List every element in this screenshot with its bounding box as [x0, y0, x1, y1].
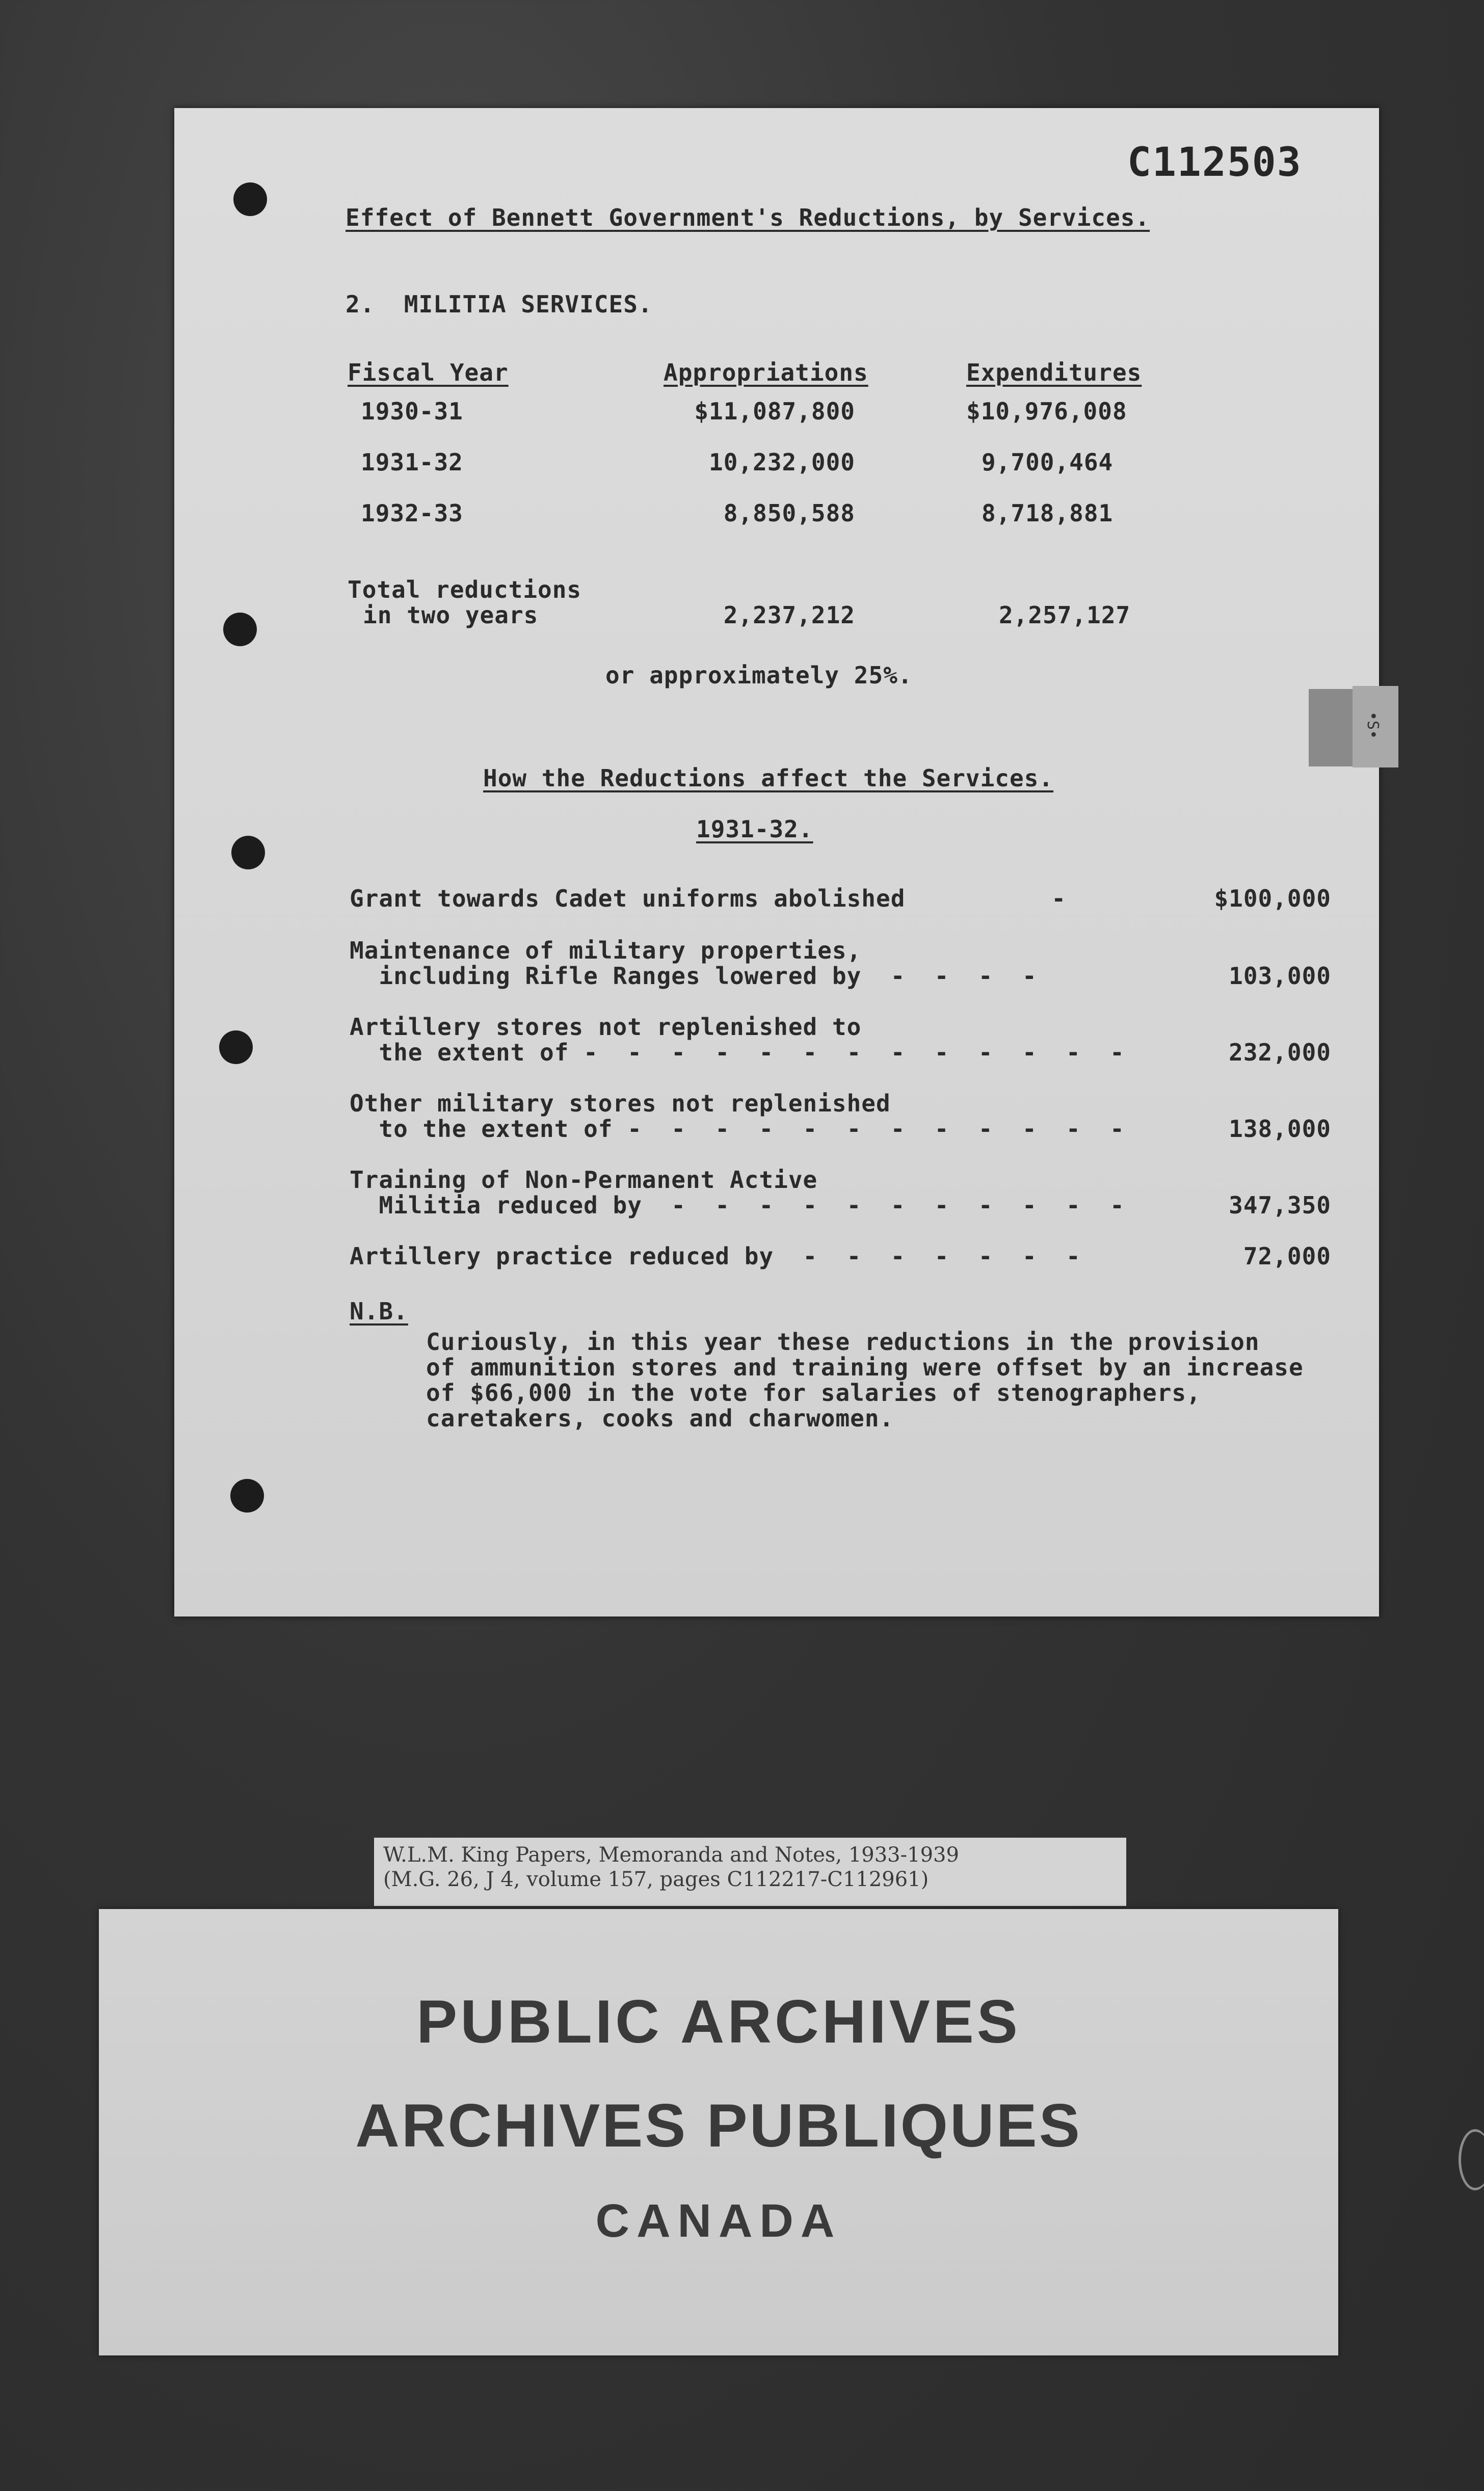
section-heading: 2. MILITIA SERVICES.	[346, 290, 653, 318]
total-label: Total reductions	[348, 576, 582, 603]
nb-text-line: of ammunition stores and training were offset by an increase	[426, 1354, 1304, 1381]
nb-label: N.B.	[350, 1297, 408, 1325]
item-line: Maintenance of military properties,	[350, 937, 862, 964]
punch-hole	[231, 836, 265, 869]
item-line: Artillery practice reduced by - - - - - - -	[350, 1242, 1081, 1270]
item-line: the extent of - - - - - - - - - - - - -	[350, 1039, 1125, 1066]
item-line: Grant towards Cadet uniforms abolished -	[350, 885, 1067, 912]
document-number-stamp: C112503	[1127, 140, 1302, 186]
total-label: in two years	[363, 601, 539, 629]
punch-hole	[223, 613, 257, 646]
header-appropriations: Appropriations	[664, 359, 868, 386]
item-amount: $100,000	[1214, 885, 1331, 912]
row-appropriation: 8,850,588	[723, 499, 855, 527]
header-expenditures: Expenditures	[966, 359, 1142, 386]
collection-label-line: W.L.M. King Papers, Memoranda and Notes, 1933-1939	[383, 1843, 959, 1867]
document-page	[174, 108, 1379, 1616]
row-year: 1932-33	[361, 499, 463, 527]
punch-hole	[230, 1479, 264, 1513]
side-tab	[1309, 689, 1353, 766]
row-year: 1931-32	[361, 448, 463, 476]
item-amount: 72,000	[1243, 1242, 1331, 1270]
nb-text-line: of $66,000 in the vote for salaries of stenographers,	[426, 1379, 1201, 1407]
item-line: Training of Non-Permanent Active	[350, 1166, 818, 1194]
item-amount: 232,000	[1229, 1039, 1331, 1066]
item-amount: 347,350	[1229, 1191, 1331, 1219]
total-expenditures: 2,257,127	[999, 601, 1131, 629]
punch-hole	[219, 1030, 253, 1064]
row-appropriation: $11,087,800	[694, 398, 855, 425]
item-line: to the extent of - - - - - - - - - - - -	[350, 1115, 1125, 1143]
side-tab-text: •S•	[1364, 711, 1382, 739]
subyear: 1931-32.	[696, 815, 813, 843]
row-appropriation: 10,232,000	[709, 448, 855, 476]
item-line: Militia reduced by - - - - - - - - - - -	[350, 1191, 1125, 1219]
row-expenditure: 8,718,881	[982, 499, 1114, 527]
item-amount: 138,000	[1229, 1115, 1331, 1143]
item-line: Other military stores not replenished	[350, 1090, 891, 1117]
archive-title-fr: ARCHIVES PUBLIQUES	[355, 2091, 1082, 2160]
row-year: 1930-31	[361, 398, 463, 425]
total-appropriations: 2,237,212	[723, 601, 855, 629]
punch-hole	[233, 182, 267, 216]
nb-text-line: caretakers, cooks and charwomen.	[426, 1404, 894, 1432]
document-title: Effect of Bennett Government's Reductions, by Services.	[346, 204, 1150, 231]
approx-note: or approximately 25%.	[605, 661, 913, 689]
archive-card	[99, 1909, 1338, 2355]
archive-country: CANADA	[595, 2195, 842, 2247]
row-expenditure: 9,700,464	[982, 448, 1114, 476]
row-expenditure: $10,976,008	[966, 398, 1127, 425]
subheading: How the Reductions affect the Services.	[483, 764, 1054, 792]
archive-title-en: PUBLIC ARCHIVES	[416, 1987, 1021, 2056]
item-line: including Rifle Ranges lowered by - - - -	[350, 962, 1037, 990]
item-amount: 103,000	[1229, 962, 1331, 990]
collection-label	[374, 1838, 1126, 1906]
collection-label-line: (M.G. 26, J 4, volume 157, pages C112217-C112961)	[383, 1868, 929, 1891]
item-line: Artillery stores not replenished to	[350, 1013, 862, 1041]
nb-text-line: Curiously, in this year these reductions in the provision	[426, 1328, 1260, 1356]
header-fiscal-year: Fiscal Year	[348, 359, 509, 386]
side-tab-label	[1353, 686, 1398, 767]
film-edge-mark	[1459, 2129, 1484, 2190]
